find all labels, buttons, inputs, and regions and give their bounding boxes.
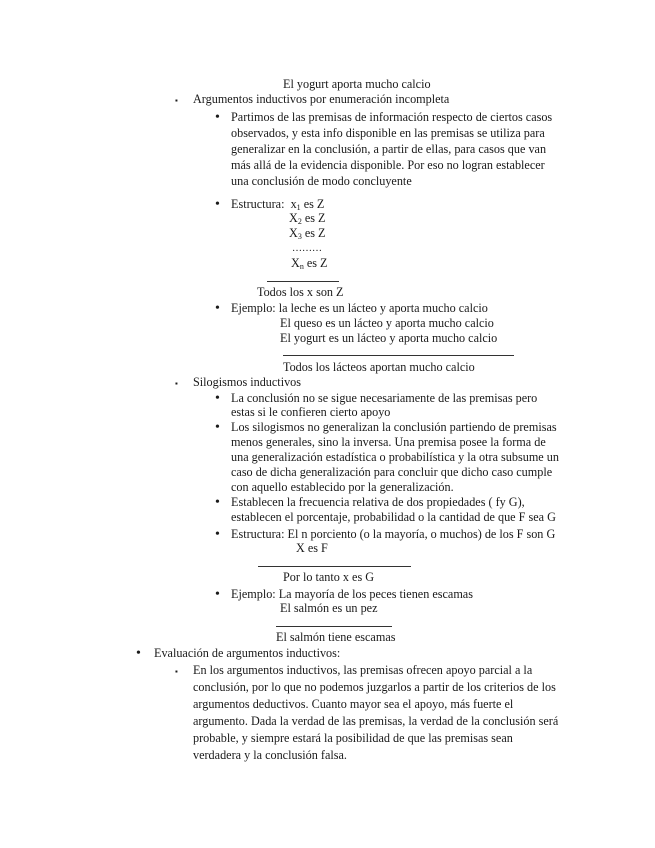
text-line: con aquello establecido por la generalización. [231,480,454,494]
text-line [231,197,324,212]
dot-bullet: • [215,301,220,316]
text-line [289,226,326,241]
var: X [291,256,300,270]
dot-bullet: • [215,420,220,435]
text-line: estas si le confieren cierto apoyo [231,405,391,419]
text-line: El salmón es un pez [280,601,378,615]
text-fragment: es Z [303,256,328,270]
text-line: Los silogismos no generalizan la conclusión partiendo de premisas [231,420,557,434]
text-line: establecen el porcentaje, probabilidad o la cantidad de que F sea G [231,510,556,524]
text-line: una generalización estadística o probabilística y la otra subsume un [231,450,559,464]
text-line: Establecen la frecuencia relativa de dos propiedades ( fy G), [231,495,525,509]
text-line [291,256,328,271]
list-item-heading: Evaluación de argumentos inductivos: [154,646,341,660]
dot-bullet: • [215,495,220,510]
var: X [289,211,298,225]
text-line: observados, y esta info disponible en las premisas se utiliza para [231,126,545,140]
divider-line [267,281,339,282]
text-line: El yogurt aporta mucho calcio [283,77,431,91]
text-line: menos generales, sino la inversa. Una premisa posee la forma de [231,435,546,449]
dot-bullet: • [215,391,220,406]
subscript: 3 [297,232,302,241]
text-fragment: es Z [301,211,326,225]
list-item-heading: Argumentos inductivos por enumeración incompleta [193,92,450,106]
text-line: argumentos deductivos. Cuanto mayor sea el apoyo, más fuerte el [193,697,514,711]
text-line: En los argumentos inductivos, las premisas ofrecen apoyo parcial a la [193,663,533,677]
text-line: Estructura: El n porciento (o la mayoría, o muchos) de los F son G [231,527,556,541]
text-line: probable, y siempre estará la posibilidad de que las premisas sean [193,731,513,745]
dot-bullet: • [215,587,220,602]
dot-bullet: • [136,646,141,661]
text-line: Todos los lácteos aportan mucho calcio [283,360,475,374]
divider-line [283,355,514,356]
text-line: una conclusión de modo concluyente [231,174,412,188]
list-item-heading: Silogismos inductivos [193,375,302,389]
dot-bullet: • [215,197,220,212]
subscript: 1 [296,203,301,212]
text-fragment: es Z [300,197,325,211]
subscript: n [299,262,304,271]
text-line: Por lo tanto x es G [283,570,375,584]
text-line: Todos los x son Z [257,285,344,299]
text-line: ……… [292,243,322,254]
text-line: Partimos de las premisas de información respecto de ciertos casos [231,110,553,124]
var: X [289,226,298,240]
var: x [290,197,297,211]
square-bullet: ▪ [175,667,178,676]
text-line: El yogurt es un lácteo y aporta mucho calcio [280,331,498,345]
text-line: Ejemplo: la leche es un lácteo y aporta mucho calcio [231,301,488,315]
text-line: caso de dicha generalización para concluir que dicho caso cumple [231,465,553,479]
text-line: argumento. Dada la verdad de las premisas, la verdad de la conclusión será [193,714,559,728]
subscript: 2 [297,217,302,226]
text-line: X es F [296,541,328,555]
divider-line [258,566,411,567]
text-line: El salmón tiene escamas [276,630,396,644]
text-line: más allá de la evidencia disponible. Por eso no logran establecer [231,158,545,172]
text-line: generalizar en la conclusión, a partir de ellas, para casos que van [231,142,547,156]
dot-bullet: • [215,527,220,542]
text-line: verdadera y la conclusión falsa. [193,748,347,762]
text-line: La conclusión no se sigue necesariamente de las premisas pero [231,391,538,405]
text-line: Ejemplo: La mayoría de los peces tienen escamas [231,587,473,601]
divider-line [276,626,392,627]
text-line: conclusión, por lo que no podemos juzgarlos a partir de los criterios de los [193,680,556,694]
text-fragment: es Z [301,226,326,240]
dot-bullet: • [215,110,220,125]
square-bullet: ▪ [175,379,178,388]
text-line: El queso es un lácteo y aporta mucho calcio [280,316,494,330]
square-bullet: ▪ [175,96,178,105]
label-structure: Estructura: [231,197,285,211]
text-line [289,211,326,226]
